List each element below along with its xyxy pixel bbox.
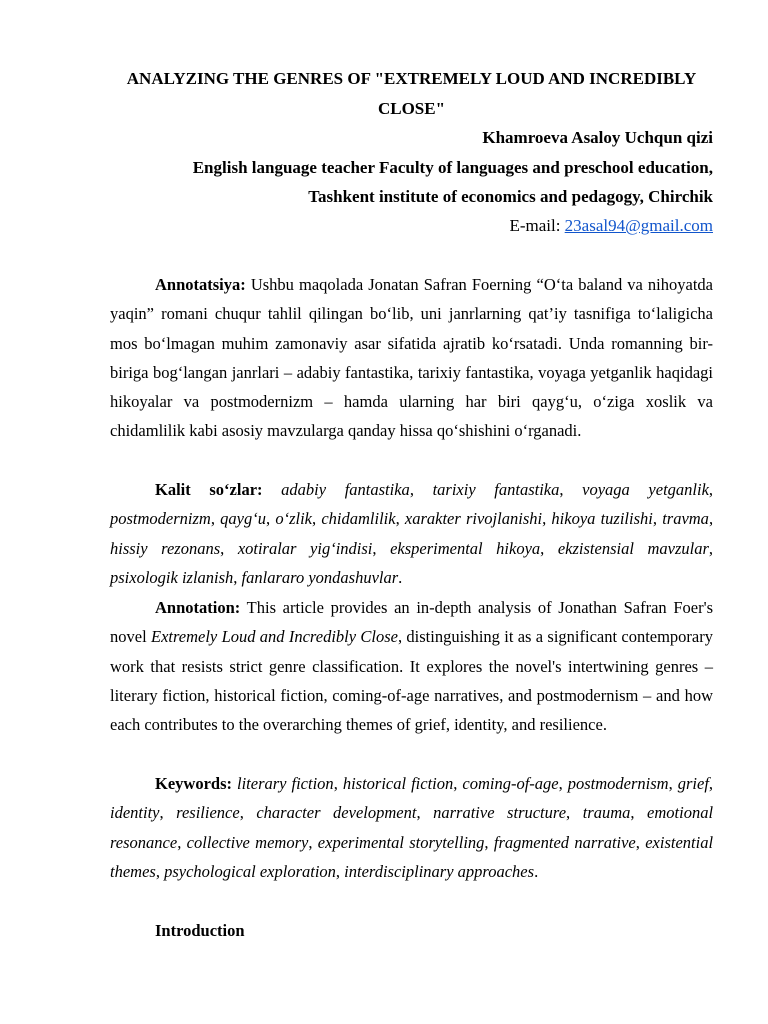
affiliation-line-2: Tashkent institute of economics and pedagogy, Chirchik (308, 187, 713, 206)
keyword-item: resilience (176, 803, 240, 823)
kalit-sozlar-paragraph (110, 475, 713, 592)
keyword-item: grief (677, 774, 709, 793)
kalit-sozlar-item: travma (662, 509, 709, 529)
keyword-item: postmodernism (567, 774, 669, 793)
keyword-item: interdisciplinary approaches (344, 861, 535, 881)
keyword-item: identity (110, 803, 160, 823)
kalit-sozlar-item: xarakter rivojlanishi (404, 509, 543, 529)
annotatsiya-text: Ushbu maqolada Jonatan Safran Foerning “O‘ta baland va nihoyatda yaqin” romani chuqur tahlil qilingan bo‘lib, uni janrlarning qat’iy tasnifiga to‘laligicha mos bo‘lmagan muhim zamonaviy asar sifatida ajratib ko‘rsatadi. Unda romanning bir-biriga bog‘langan janrlari – adabiy fantastika, tarixiy fantastika, voyaga yetganlik haqidagi hikoyalar va postmodernizm – hamda ularning har biri qayg‘u, o‘ziga xoslik va chidamlilik kabi asosiy mavzularga qanday hissa qo‘shishini o‘rganadi. (110, 275, 713, 441)
keyword-item: collective memory (186, 832, 309, 852)
kalit-sozlar-item: eksperimental hikoya (390, 538, 541, 558)
annotation-text-pre: This article provides an in-depth analysis of Jonathan Safran Foer's novel (110, 598, 713, 647)
annotatsiya-label: Annotatsiya: (155, 275, 246, 294)
author-name: Khamroeva Asaloy Uchqun qizi (482, 128, 713, 147)
kalit-sozlar-item: hikoya tuzilishi (551, 509, 653, 529)
kalit-sozlar-item: qayg‘u (220, 509, 266, 529)
keyword-item: narrative structure (433, 803, 567, 823)
keywords-list: literary fiction, historical fiction, coming-of-age, postmodernism, grief, identity, resilience, character development, narrative structure, trauma, emotional resonance, collective memory, experimental storytelling, fragmented narrative, existential themes, psychological exploration, interdisciplinary approaches. (110, 774, 714, 881)
kalit-sozlar-item: chidamlilik (321, 509, 396, 529)
kalit-sozlar-item: adabiy fantastika (281, 480, 410, 499)
email-link[interactable]: 23asal94@gmail.com (564, 216, 713, 235)
introduction-heading: Introduction (155, 921, 245, 940)
keyword-item: psychological exploration (164, 861, 336, 881)
annotation-text-post: , distinguishing it as a significant contemporary work that resists strict genre classification. It explores the novel's intertwining genres – literary fiction, historical fiction, coming-of-age narratives, and postmodernism – and how each contributes to the overarching themes of grief, identity, and resilience. (110, 627, 713, 735)
kalit-sozlar-label: Kalit so‘zlar: (155, 480, 263, 499)
annotation-book-title: Extremely Loud and Incredibly Close (150, 627, 398, 647)
keyword-item: emotional resonance (110, 803, 714, 852)
kalit-sozlar-item: voyaga yetganlik (582, 480, 709, 499)
email-label: E-mail: (509, 216, 565, 235)
keyword-item: experimental storytelling (317, 832, 485, 852)
keyword-item: fragmented narrative (493, 832, 636, 852)
kalit-sozlar-item: xotiralar yig‘indisi (237, 538, 373, 558)
kalit-sozlar-list: adabiy fantastika, tarixiy fantastika, voyaga yetganlik, postmodernizm, qayg‘u, o‘zlik, chidamlilik, xarakter rivojlanishi, hikoya tuzilishi, travma, hissiy rezonans, xotiralar yig‘indisi, eksperimental hikoya, ekzistensial mavzular, psixologik izlanish, fanlararo yondashuvlar. (110, 480, 714, 587)
kalit-sozlar-item: ekzistensial mavzular (557, 538, 709, 558)
kalit-sozlar-item: tarixiy fantastika (432, 480, 560, 499)
kalit-sozlar-item: hissiy rezonans (110, 538, 221, 558)
keywords-paragraph (110, 769, 713, 886)
keyword-item: historical fiction (342, 774, 454, 793)
kalit-sozlar-item: fanlararo yondashuvlar (241, 567, 399, 587)
annotatsiya-paragraph (110, 270, 713, 446)
kalit-sozlar-item: psixologik izlanish (110, 567, 234, 587)
keyword-item: character development (256, 803, 417, 823)
email-line (110, 211, 713, 241)
keyword-item: trauma (582, 803, 631, 823)
kalit-sozlar-item: postmodernizm (110, 509, 211, 529)
keyword-item: existential themes (110, 832, 714, 881)
kalit-sozlar-item: o‘zlik (275, 509, 312, 529)
paper-title: ANALYZING THE GENRES OF "EXTREMELY LOUD AND INCREDIBLY CLOSE" (126, 69, 697, 118)
keyword-item: coming-of-age (462, 774, 559, 793)
keyword-item: literary fiction (237, 774, 334, 793)
annotation-label: Annotation: (155, 598, 241, 617)
annotation-paragraph (110, 593, 713, 739)
affiliation-line-1: English language teacher Faculty of languages and preschool education, (192, 158, 713, 177)
keywords-label: Keywords: (155, 774, 232, 793)
